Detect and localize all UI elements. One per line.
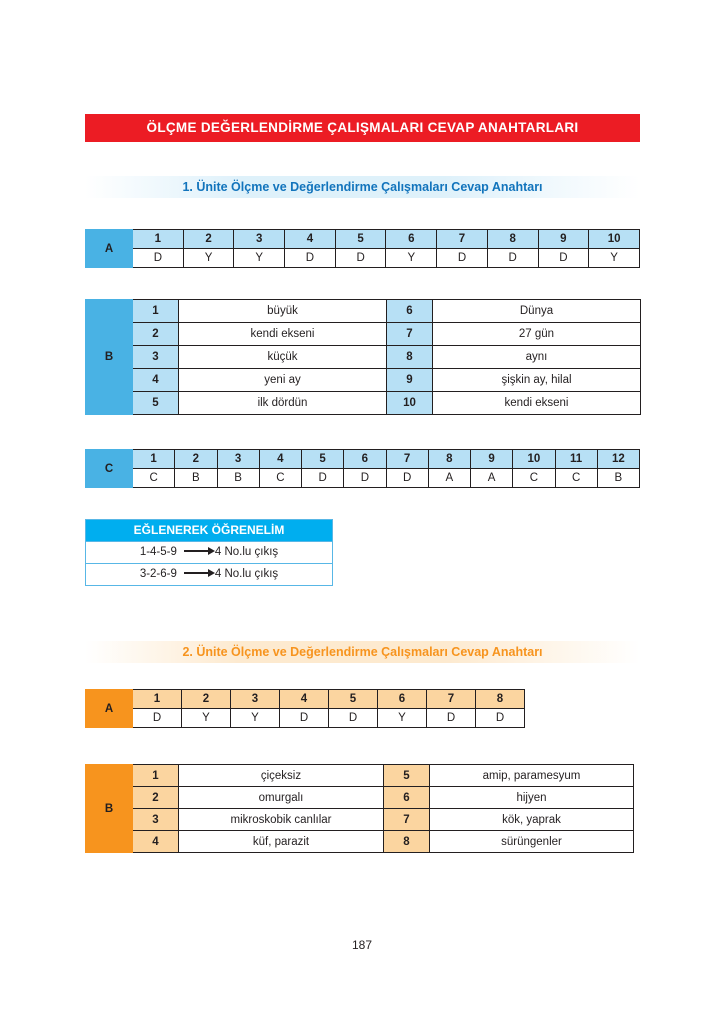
item-number-cell: 5 [384, 765, 430, 787]
answer-letter-cell: D [344, 469, 386, 488]
answer-letter-cell: D [335, 249, 386, 268]
answer-letter-cell: D [280, 709, 329, 728]
unit2-table-a [85, 689, 525, 728]
answer-letter-cell: D [285, 249, 336, 268]
item-text-cell: küçük [179, 346, 387, 369]
table-label: A [86, 230, 133, 268]
unit1-heading [85, 176, 640, 198]
answer-letter-cell: Y [183, 249, 234, 268]
answer-letter-cell: B [217, 469, 259, 488]
answer-number-cell: 6 [386, 230, 437, 249]
answer-number-cell: 3 [234, 230, 285, 249]
item-number-cell: 3 [133, 809, 179, 831]
item-text-cell: çiçeksiz [179, 765, 384, 787]
item-number-cell: 6 [384, 787, 430, 809]
answer-number-cell: 8 [487, 230, 538, 249]
unit2-heading-text: 2. Ünite Ölçme ve Değerlendirme Çalışmaları Cevap Anahtarı [182, 645, 543, 659]
fun-row-code: 1-4-5-9 [139, 546, 177, 558]
item-text-cell: yeni ay [179, 369, 387, 392]
item-text-cell: 27 gün [433, 323, 641, 346]
answer-letter-cell: D [386, 469, 428, 488]
item-number-cell: 10 [387, 392, 433, 415]
answer-number-cell: 3 [217, 450, 259, 469]
answer-letter-cell: Y [589, 249, 640, 268]
answer-number-cell: 4 [285, 230, 336, 249]
item-number-cell: 6 [387, 300, 433, 323]
answer-number-cell: 6 [344, 450, 386, 469]
item-number-cell: 7 [387, 323, 433, 346]
answer-number-cell: 10 [589, 230, 640, 249]
answer-number-cell: 10 [513, 450, 555, 469]
fun-learning-title: EĞLENEREK ÖĞRENELİM [86, 520, 332, 541]
item-text-cell: amip, paramesyum [430, 765, 634, 787]
answer-letter-cell: B [175, 469, 217, 488]
fun-row-result: 4 No.lu çıkış [214, 546, 279, 558]
answer-letter-cell: C [513, 469, 555, 488]
answer-number-cell: 5 [329, 690, 378, 709]
answer-number-cell: 3 [231, 690, 280, 709]
item-number-cell: 7 [384, 809, 430, 831]
item-text-cell: kendi ekseni [179, 323, 387, 346]
item-text-cell: şişkin ay, hilal [433, 369, 641, 392]
item-text-cell: ilk dördün [179, 392, 387, 415]
answer-number-cell: 7 [386, 450, 428, 469]
answer-letter-cell: C [133, 469, 175, 488]
unit1-table-b [85, 299, 641, 415]
answer-letter-cell: C [259, 469, 301, 488]
table-label: B [86, 765, 133, 853]
answer-number-cell: 8 [476, 690, 525, 709]
answer-number-cell: 6 [378, 690, 427, 709]
title-banner [85, 114, 640, 142]
answer-letter-cell: D [329, 709, 378, 728]
right-arrow-icon [184, 550, 208, 552]
answer-number-cell: 1 [133, 690, 182, 709]
answer-letter-cell: D [437, 249, 488, 268]
answer-letter-cell: B [597, 469, 639, 488]
answer-number-cell: 9 [538, 230, 589, 249]
item-number-cell: 1 [133, 300, 179, 323]
item-text-cell: kök, yaprak [430, 809, 634, 831]
item-number-cell: 3 [133, 346, 179, 369]
unit2-table-b [85, 764, 634, 853]
unit1-table-c [85, 449, 640, 488]
unit1-heading-text: 1. Ünite Ölçme ve Değerlendirme Çalışmaları Cevap Anahtarı [182, 180, 543, 194]
answer-number-cell: 1 [133, 230, 184, 249]
item-text-cell: Dünya [433, 300, 641, 323]
answer-letter-cell: Y [386, 249, 437, 268]
answer-letter-cell: A [471, 469, 513, 488]
answer-letter-cell: D [427, 709, 476, 728]
unit1-table-a [85, 229, 640, 268]
answer-number-cell: 2 [182, 690, 231, 709]
unit2-heading [85, 641, 640, 663]
fun-learning-box [85, 519, 333, 586]
answer-letter-cell: D [133, 249, 184, 268]
item-number-cell: 5 [133, 392, 179, 415]
answer-letter-cell: Y [231, 709, 280, 728]
item-text-cell: kendi ekseni [433, 392, 641, 415]
item-text-cell: hijyen [430, 787, 634, 809]
table-label: C [86, 450, 133, 488]
answer-letter-cell: D [133, 709, 182, 728]
answer-letter-cell: C [555, 469, 597, 488]
answer-letter-cell: D [487, 249, 538, 268]
answer-number-cell: 7 [437, 230, 488, 249]
answer-number-cell: 7 [427, 690, 476, 709]
fun-row-result: 4 No.lu çıkış [214, 568, 279, 580]
item-text-cell: küf, parazit [179, 831, 384, 853]
item-number-cell: 2 [133, 787, 179, 809]
answer-number-cell: 2 [183, 230, 234, 249]
answer-letter-cell: D [476, 709, 525, 728]
item-text-cell: büyük [179, 300, 387, 323]
answer-number-cell: 5 [335, 230, 386, 249]
item-number-cell: 9 [387, 369, 433, 392]
answer-number-cell: 2 [175, 450, 217, 469]
title-banner-text: ÖLÇME DEĞERLENDİRME ÇALIŞMALARI CEVAP ANAHTARLARI [146, 120, 579, 135]
fun-learning-row [86, 563, 332, 585]
item-text-cell: mikroskobik canlılar [179, 809, 384, 831]
answer-letter-cell: Y [234, 249, 285, 268]
answer-number-cell: 9 [471, 450, 513, 469]
page-number: 187 [351, 938, 373, 952]
table-label: A [86, 690, 133, 728]
item-number-cell: 1 [133, 765, 179, 787]
fun-learning-row [86, 541, 332, 563]
item-number-cell: 4 [133, 831, 179, 853]
item-number-cell: 8 [387, 346, 433, 369]
item-number-cell: 4 [133, 369, 179, 392]
answer-number-cell: 11 [555, 450, 597, 469]
answer-number-cell: 4 [259, 450, 301, 469]
right-arrow-icon [184, 572, 208, 574]
answer-letter-cell: Y [182, 709, 231, 728]
item-text-cell: aynı [433, 346, 641, 369]
answer-letter-cell: A [428, 469, 470, 488]
item-text-cell: omurgalı [179, 787, 384, 809]
answer-letter-cell: D [302, 469, 344, 488]
answer-number-cell: 8 [428, 450, 470, 469]
item-text-cell: sürüngenler [430, 831, 634, 853]
answer-number-cell: 1 [133, 450, 175, 469]
item-number-cell: 8 [384, 831, 430, 853]
fun-row-code: 3-2-6-9 [139, 568, 177, 580]
item-number-cell: 2 [133, 323, 179, 346]
answer-number-cell: 12 [597, 450, 639, 469]
answer-letter-cell: Y [378, 709, 427, 728]
answer-number-cell: 5 [302, 450, 344, 469]
answer-letter-cell: D [538, 249, 589, 268]
table-label: B [86, 300, 133, 415]
answer-number-cell: 4 [280, 690, 329, 709]
